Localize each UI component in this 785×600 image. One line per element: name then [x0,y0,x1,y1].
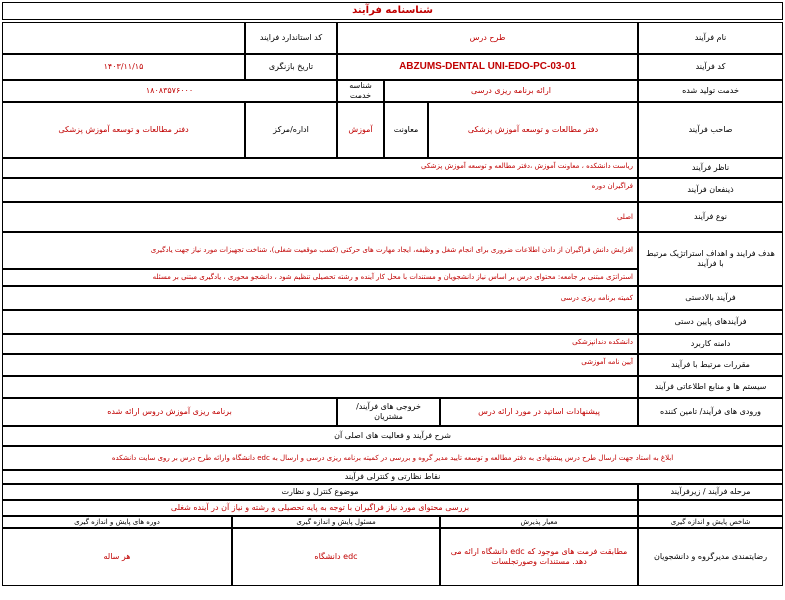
value-service: ارائه برنامه ریزی درسی [384,80,638,102]
label-owner: صاحب فرآیند [638,102,783,158]
label-type: نوع فرآیند [638,202,783,232]
value-service-id: ۱۸۰۸۳۵۷۶۰۰۰ [2,80,337,102]
value-control-subject: بررسی محتوای مورد نیاز فراگیران با توجه به پایه تحصیلی و رشته و نیاز آن در آینده شغلی [2,500,638,516]
label-stakeholders: ذینفعان فرآیند [638,178,783,202]
label-criterion: معیار پذیرش [440,516,638,528]
description-text: ابلاغ به استاد جهت ارسال طرح درس پیشنهادی به دفتر مطالعه و توسعه تایید مدیر گروه و بررسی در کمیته برنامه ریزی درسی و ارسال به edc دانشگاه وارائه طرح درس بر روی سایت دانشکده [2,446,783,470]
label-upstream: فرآیند بالادستی [638,286,783,310]
label-downstream: فرآیندهای پایین دستی [638,310,783,334]
label-process-code: کد فرآیند [638,54,783,80]
value-systems [2,376,638,398]
value-revision-date: ۱۴۰۳/۱۱/۱۵ [2,54,245,80]
value-supervisor: ریاست دانشکده ، معاونت آموزش ،دفتر مطالعه و توسعه آموزش پزشکی [2,158,638,178]
value-upstream: کمیته برنامه ریزی درسی [2,286,638,310]
label-kpi: شاخص پایش و اندازه گیری [638,516,783,528]
label-regulations: مقررات مرتبط با فرآیند [638,354,783,376]
value-regulations: آیین نامه آموزشی [2,354,638,376]
value-kpi: رضایتمندی مدیرگروه و دانشجویان [638,528,783,586]
label-office: اداره/مرکز [245,102,337,158]
value-downstream [2,310,638,334]
label-scope: دامنه کاربرد [638,334,783,354]
label-service: خدمت تولید شده [638,80,783,102]
label-deputy: معاونت [384,102,428,158]
label-process-name: نام فرآیند [638,22,783,54]
value-office: دفتر مطالعات و توسعه آموزش پزشکی [2,102,245,158]
value-outputs: برنامه ریزی آموزش دروس ارائه شده [2,398,337,426]
label-inputs: ورودی های فرآیند/ تامین کننده [638,398,783,426]
label-supervisor: ناظر فرآیند [638,158,783,178]
label-control-subject: موضوع کنترل و نظارت [2,484,638,500]
value-scope: دانشکده دندانپزشکی [2,334,638,354]
value-owner: دفتر مطالعات و توسعه آموزش پزشکی [428,102,638,158]
value-goals-2: استراتژی مبتنی بر جامعه: محتوای درس بر اساس نیاز دانشجویان و مستندات با محل کار آینده و رشته تحصیلی تنظیم شود ، دانشجو محوری ، یادگیری مبتنی بر مسئله [2,269,638,286]
label-systems: سیستم ها و منابع اطلاعاتی فرآیند [638,376,783,398]
label-outputs: خروجی های فرآیند/ مشتریان [337,398,440,426]
value-deputy: آموزش [337,102,384,158]
value-process-name: طرح درس [337,22,638,54]
value-monitor-period: هر ساله [2,528,232,586]
value-inputs: پیشنهادات اساتید در مورد ارائه درس [440,398,638,426]
label-revision-date: تاریخ بازنگری [245,54,337,80]
value-monitor-responsible: edc دانشگاه [232,528,440,586]
label-goals: هدف فرایند و اهداف استراتژیک مرتبط با فرآیند [638,232,783,286]
value-goals-1: افزایش دانش فراگیران از دادن اطلاعات ضروری برای انجام شغل و وظیفه، ایجاد مهارت های حرکتی (کسب موقعیت شغلی)، شناخت تجهیزات مورد نیاز جهت یادگیری [2,232,638,269]
value-type: اصلی [2,202,638,232]
label-stage: مرحله فرآیند / زیرفرآیند [638,484,783,500]
label-service-id: شناسه خدمت [337,80,384,102]
value-stakeholders: فراگیران دوره [2,178,638,202]
form-title: شناسنامه فرآیند [2,2,783,20]
description-header: شرح فرآیند و فعالیت های اصلی آن [2,426,783,446]
label-monitor-period: دوره های پایش و اندازه گیری [2,516,232,528]
label-monitor-responsible: مسئول پایش و اندازه گیری [232,516,440,528]
value-criterion: مطابقت فرمت های موجود که edc دانشگاه ارائه می دهد. مستندات وصورتجلسات [440,528,638,586]
value-standard-code [2,22,245,54]
label-standard-code: کد استاندارد فرایند [245,22,337,54]
value-process-code: ABZUMS-DENTAL UNI-EDO-PC-03-01 [337,54,638,80]
control-header: نقاط نظارتی و کنترلی فرآیند [2,470,783,484]
value-stage [638,500,783,516]
